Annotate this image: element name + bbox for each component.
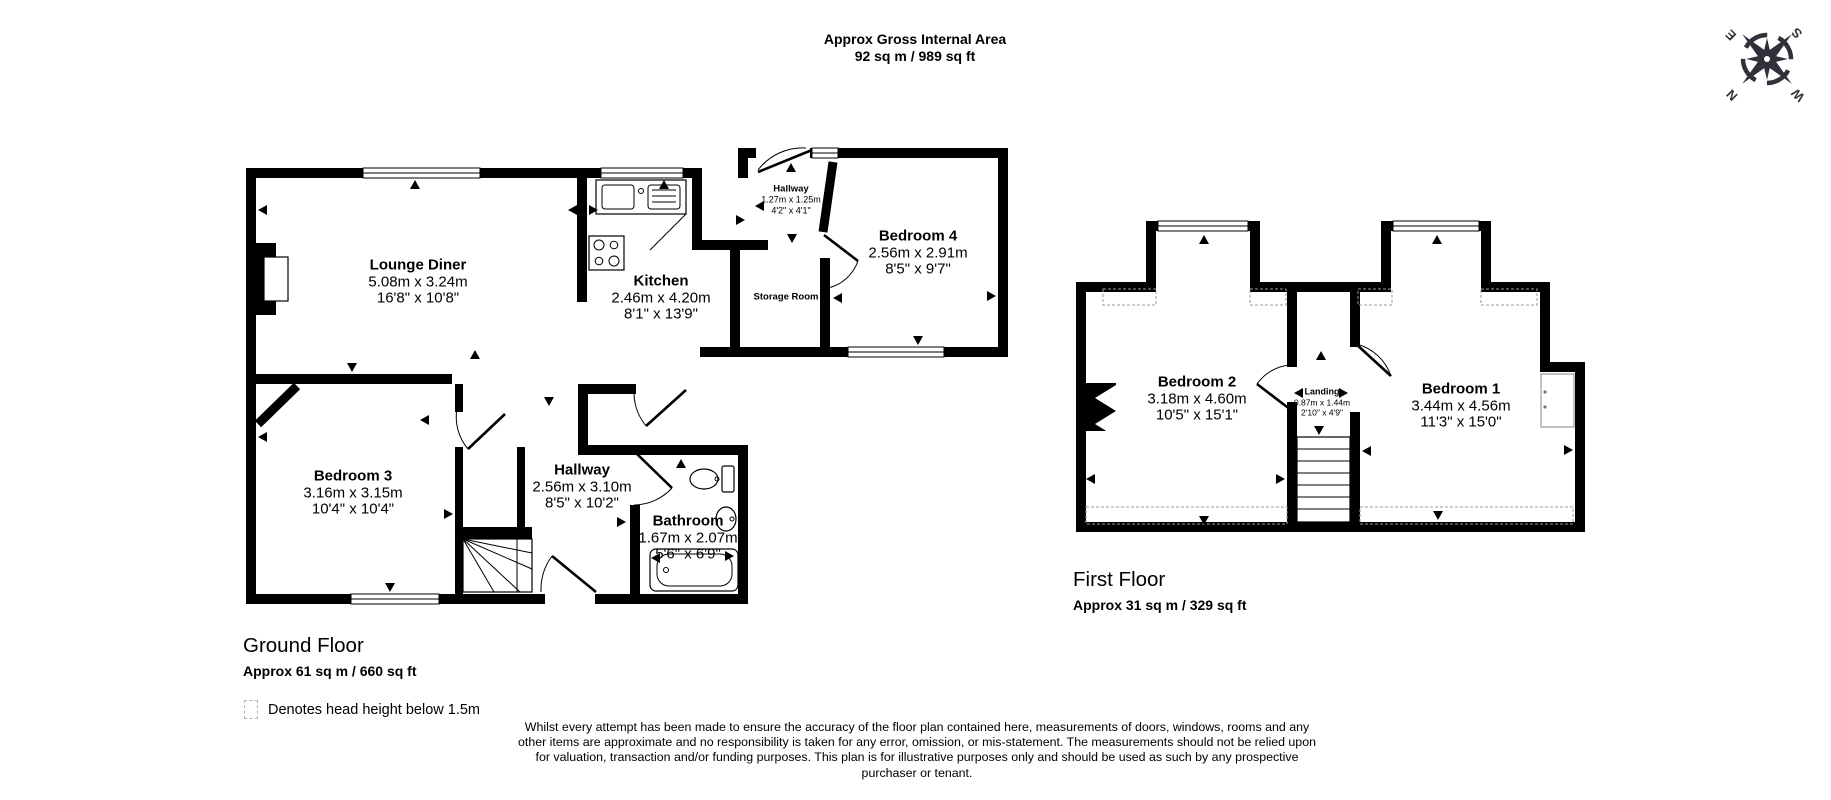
first-floor-area: Approx 31 sq m / 329 sq ft — [1073, 597, 1247, 613]
room-label-kitchen: Kitchen 2.46m x 4.20m 8'1" x 13'9" — [611, 272, 711, 323]
legend — [244, 700, 480, 719]
angled-wall — [823, 162, 833, 232]
toilet-icon — [690, 466, 734, 492]
room-label-bedroom-2: Bedroom 2 3.18m x 4.60m 10'5" x 15'1" — [1147, 373, 1247, 424]
stairs — [463, 539, 532, 592]
ground-floor-area: Approx 61 sq m / 660 sq ft — [243, 663, 417, 679]
hob-icon — [589, 236, 624, 270]
room-label-storage-room: Storage Room — [753, 291, 819, 303]
fireplace — [246, 243, 288, 315]
gross-area-heading — [515, 31, 1315, 65]
room-label-lounge-diner: Lounge Diner 5.08m x 3.24m 16'8" x 10'8" — [368, 256, 468, 307]
chimney — [1080, 383, 1116, 437]
ground-floor-plan — [246, 148, 1008, 604]
room-label-hallway: Hallway 2.56m x 3.10m 8'5" x 10'2" — [532, 461, 632, 512]
compass-south-label: S — [1788, 24, 1806, 42]
angled-wall — [258, 386, 297, 424]
stairs — [1297, 437, 1350, 522]
wardrobe — [1541, 374, 1574, 427]
ground-floor-title: Ground Floor — [243, 634, 364, 657]
room-label-landing: Landing 0.87m x 1.44m 2'10" x 4'9" — [1293, 386, 1351, 418]
head-height-legend-icon — [244, 700, 258, 719]
disclaimer-text: Whilst every attempt has been made to ensure the accuracy of the floor plan contained here, measurements of doors, windows, rooms and any other items are approximate and no responsibility is taken for any error, omission, or mis-statement. The measurements should not be relied upon for valuation, transaction and/or funding purposes. This plan is for illustrative purposes only and should be used as such by any prospective purchaser or tenant. — [518, 720, 1316, 780]
compass-east-label: E — [1722, 26, 1740, 44]
room-label-bathroom: Bathroom 1.67m x 2.07m 5'6" x 6'9" — [638, 512, 738, 563]
room-label-bedroom-3: Bedroom 3 3.16m x 3.15m 10'4" x 10'4" — [303, 467, 403, 518]
room-label-bedroom-1: Bedroom 1 3.44m x 4.56m 11'3" x 15'0" — [1411, 380, 1511, 431]
compass-north-label: N — [1723, 86, 1741, 104]
room-label-hallway-top: Hallway 1.27m x 1.25m 4'2" x 4'1" — [761, 183, 821, 216]
gross-area-title: Approx Gross Internal Area — [823, 31, 1007, 47]
gross-area-value: 92 sq m / 989 sq ft — [854, 48, 976, 64]
ground-floor-title-block — [243, 635, 417, 679]
compass-icon — [1718, 10, 1817, 109]
window — [1158, 221, 1479, 231]
compass-west-label: W — [1788, 85, 1808, 105]
first-floor-title: First Floor — [1073, 568, 1166, 591]
legend-label: Denotes head height below 1.5m — [268, 701, 481, 718]
first-floor-title-block — [1073, 569, 1247, 613]
room-label-bedroom-4: Bedroom 4 2.56m x 2.91m 8'5" x 9'7" — [868, 227, 968, 278]
